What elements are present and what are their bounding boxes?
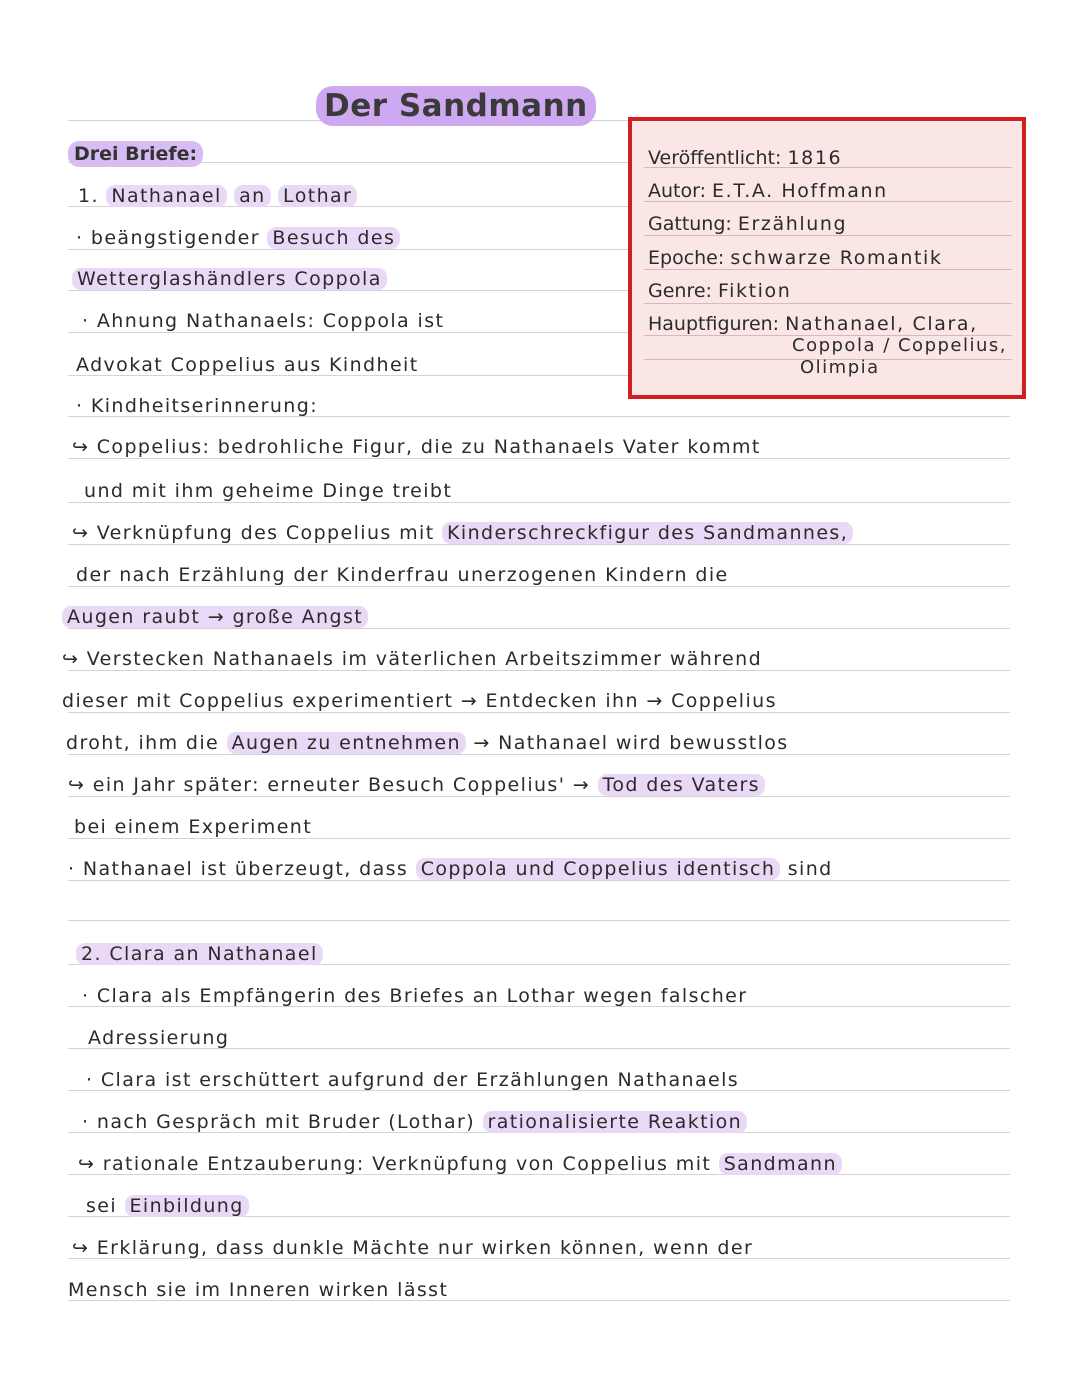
info-rule bbox=[644, 235, 1012, 236]
info-characters-label: Hauptfiguren: bbox=[648, 313, 780, 335]
letter1-line bbox=[66, 730, 789, 756]
highlight: rationalisierte Reaktion bbox=[483, 1111, 748, 1133]
letter1-line bbox=[76, 225, 400, 251]
info-characters-line1: Nathanael, Clara, bbox=[785, 313, 978, 335]
info-epoch-label: Epoche: bbox=[648, 247, 725, 269]
highlight: Wetterglashändlers Coppola bbox=[72, 268, 387, 290]
letter2-heading-text: 2. Clara an Nathanael bbox=[76, 943, 323, 965]
letter1-heading-recipient: Lothar bbox=[278, 185, 357, 207]
highlight: Besuch des bbox=[267, 227, 400, 249]
letter1-line: ↪ Verstecken Nathanaels im väterlichen Arbeitszimmer während bbox=[62, 648, 763, 670]
info-author-label: Autor: bbox=[648, 180, 706, 202]
letter1-heading bbox=[78, 183, 357, 209]
info-epoch-value: schwarze Romantik bbox=[730, 247, 943, 269]
letter1-line bbox=[68, 772, 765, 798]
info-genre-type-label: Gattung: bbox=[648, 213, 732, 235]
section-label: Drei Briefe: bbox=[68, 141, 203, 167]
text-segment: ↪ rationale Entzauberung: Verknüpfung von Coppelius mit bbox=[78, 1153, 712, 1175]
highlight: Einbildung bbox=[125, 1195, 249, 1217]
highlight: Augen zu entnehmen bbox=[227, 732, 466, 754]
highlight: Augen raubt → große Angst bbox=[62, 606, 368, 628]
info-characters bbox=[648, 311, 978, 337]
highlight: Coppola und Coppelius identisch bbox=[416, 858, 781, 880]
letter1-line: · Kindheitserinnerung: bbox=[76, 395, 318, 417]
info-characters-line2: Coppola / Coppelius, bbox=[792, 335, 1008, 356]
letter1-line: · Ahnung Nathanaels: Coppola ist bbox=[82, 310, 445, 332]
info-box bbox=[628, 117, 1026, 399]
letter1-line bbox=[62, 604, 368, 630]
text-segment: sei bbox=[86, 1195, 118, 1217]
letter2-line: ↪ Erklärung, dass dunkle Mächte nur wirken können, wenn der bbox=[72, 1237, 754, 1259]
info-rule bbox=[644, 201, 1012, 202]
letter1-line: ↪ Coppelius: bedrohliche Figur, die zu Nathanaels Vater kommt bbox=[72, 436, 761, 458]
info-genre-label: Genre: bbox=[648, 280, 712, 302]
letter1-heading-sender: Nathanael bbox=[106, 185, 226, 207]
highlight: Tod des Vaters bbox=[598, 774, 765, 796]
page-title-wrapper bbox=[316, 86, 596, 126]
highlight: Sandmann bbox=[719, 1153, 842, 1175]
info-author-value: E.T.A. Hoffmann bbox=[712, 180, 888, 202]
letter2-line: Adressierung bbox=[88, 1027, 230, 1049]
letter1-line: Advokat Coppelius aus Kindheit bbox=[76, 354, 419, 376]
info-genre-value: Fiktion bbox=[718, 280, 792, 302]
info-rule bbox=[644, 303, 1012, 304]
letter2-line bbox=[78, 1151, 842, 1177]
letter2-line: Mensch sie im Inneren wirken lässt bbox=[68, 1279, 449, 1301]
letter1-heading-num: 1. bbox=[78, 185, 99, 207]
info-genre-type-value: Erzählung bbox=[737, 213, 848, 235]
letter1-line: der nach Erzählung der Kinderfrau unerzogenen Kindern die bbox=[76, 564, 729, 586]
info-published-value: 1816 bbox=[787, 147, 843, 169]
text-segment: · nach Gespräch mit Bruder (Lothar) bbox=[82, 1111, 476, 1133]
text-segment: sind bbox=[787, 858, 833, 880]
page-title: Der Sandmann bbox=[316, 86, 596, 126]
info-genre-type bbox=[648, 211, 847, 237]
text-segment: · beängstigender bbox=[76, 227, 260, 249]
letter2-heading bbox=[76, 941, 323, 967]
letter2-line bbox=[82, 1109, 747, 1135]
info-published-label: Veröffentlicht: bbox=[648, 147, 782, 169]
ruled-line bbox=[68, 920, 1010, 921]
info-rule bbox=[644, 167, 1012, 168]
info-rule bbox=[644, 269, 1012, 270]
info-genre bbox=[648, 278, 791, 304]
letter2-line: · Clara ist erschüttert aufgrund der Erzählungen Nathanaels bbox=[86, 1069, 740, 1091]
letter1-line: und mit ihm geheime Dinge treibt bbox=[84, 480, 453, 502]
info-characters-line3: Olimpia bbox=[800, 357, 880, 378]
letter2-line bbox=[86, 1193, 249, 1219]
letter2-line: · Clara als Empfängerin des Briefes an Lothar wegen falscher bbox=[82, 985, 748, 1007]
letter1-line bbox=[68, 856, 833, 882]
text-segment: droht, ihm die bbox=[66, 732, 220, 754]
letter1-heading-an: an bbox=[234, 185, 271, 207]
highlight: Kinderschreckfigur des Sandmannes, bbox=[442, 522, 853, 544]
info-epoch bbox=[648, 245, 943, 271]
letter1-line bbox=[72, 520, 853, 546]
letter1-line: dieser mit Coppelius experimentiert → Entdecken ihn → Coppelius bbox=[62, 690, 777, 712]
letter1-line bbox=[72, 266, 387, 292]
text-segment: → Nathanael wird bewusstlos bbox=[473, 732, 789, 754]
text-segment: · Nathanael ist überzeugt, dass bbox=[68, 858, 409, 880]
letter1-line: bei einem Experiment bbox=[74, 816, 313, 838]
text-segment: ↪ ein Jahr später: erneuter Besuch Coppelius' → bbox=[68, 774, 591, 796]
text-segment: ↪ Verknüpfung des Coppelius mit bbox=[72, 522, 435, 544]
